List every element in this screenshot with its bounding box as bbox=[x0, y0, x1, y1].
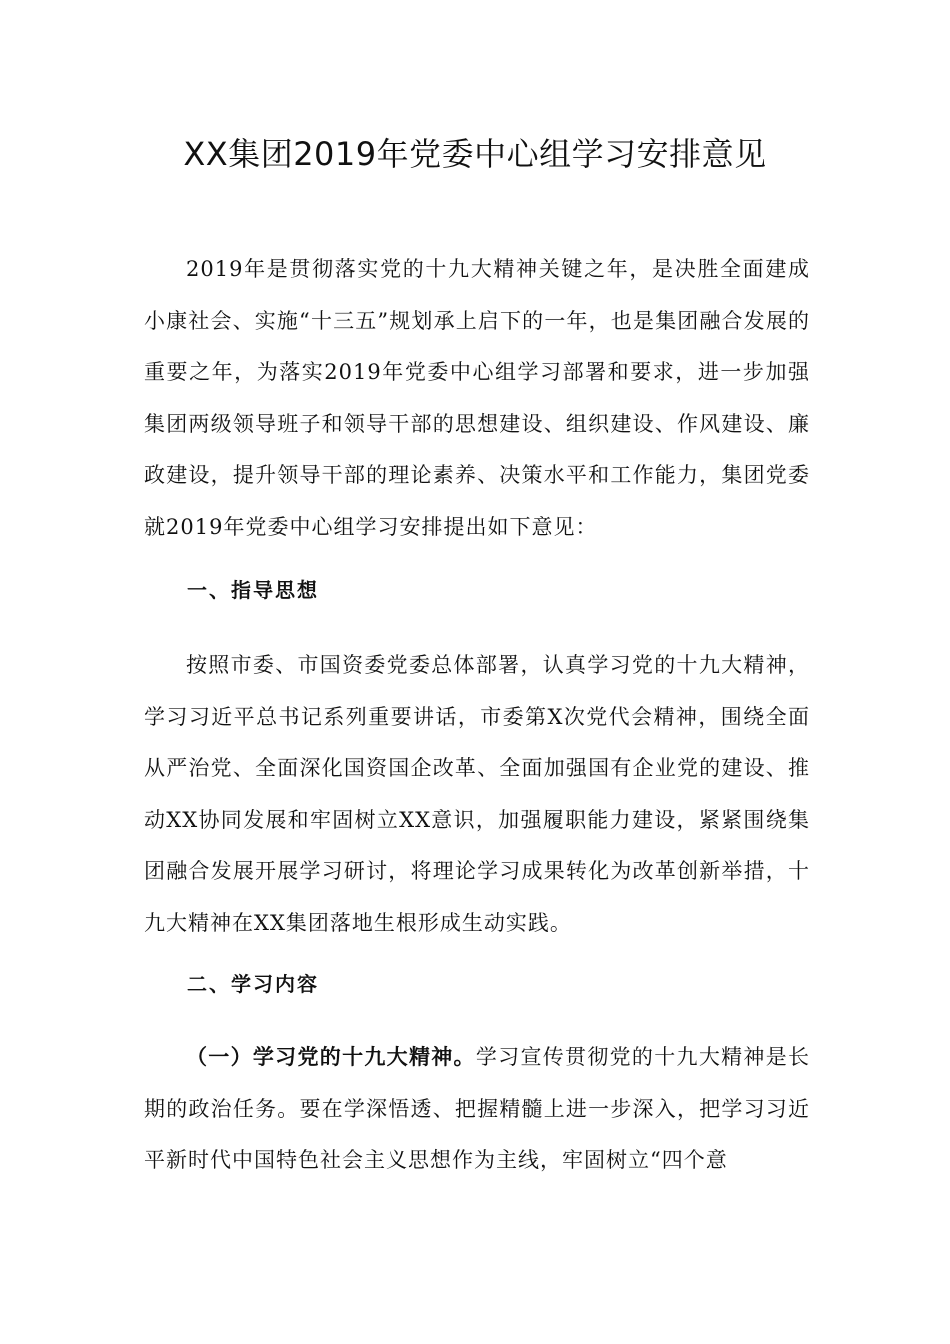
intro-paragraph: 2019年是贯彻落实党的十九大精神关键之年，是决胜全面建成小康社会、实施“十三五”规划承上启下的一年，也是集团融合发展的重要之年，为落实2019年党委中心组学习部署和要求，进一步加强集团两级领导班子和领导干部的思想建设、组织建设、作风建设、廉政建设，提升领导干部的理论素养、决策水平和工作能力，集团党委就2019年党委中心组学习安排提出如下意见： bbox=[144, 257, 810, 539]
study-item-1-text: 学习宣传贯彻党的十九大精神是长期的政治任务。要在学深悟透、把握精髓上进一步深入，把学习习近平新时代中国特色社会主义思想作为主线，牢固树立“四个意 bbox=[144, 1045, 811, 1172]
document-title: XX集团2019年党委中心组学习安排意见 bbox=[183, 135, 767, 173]
guiding-thought-paragraph: 按照市委、市国资委党委总体部署，认真学习党的十九大精神，学习习近平总书记系列重要讲话，市委第X次党代会精神，围绕全面从严治党、全面深化国资国企改革、全面加强国有企业党的建设、推动XX协同发展和牢固树立XX意识，加强履职能力建设，紧紧围绕集团融合发展开展学习研讨，将理论学习成果转化为改革创新举措，十九大精神在XX集团落地生根形成生动实践。 bbox=[144, 653, 810, 935]
section-heading-guiding-thought: 一、指导思想 bbox=[187, 578, 319, 602]
study-item-1-lead: （一）学习党的十九大精神。 bbox=[186, 1045, 476, 1069]
section-heading-study-content: 二、学习内容 bbox=[187, 972, 319, 996]
study-item-1-paragraph bbox=[144, 1032, 810, 1187]
